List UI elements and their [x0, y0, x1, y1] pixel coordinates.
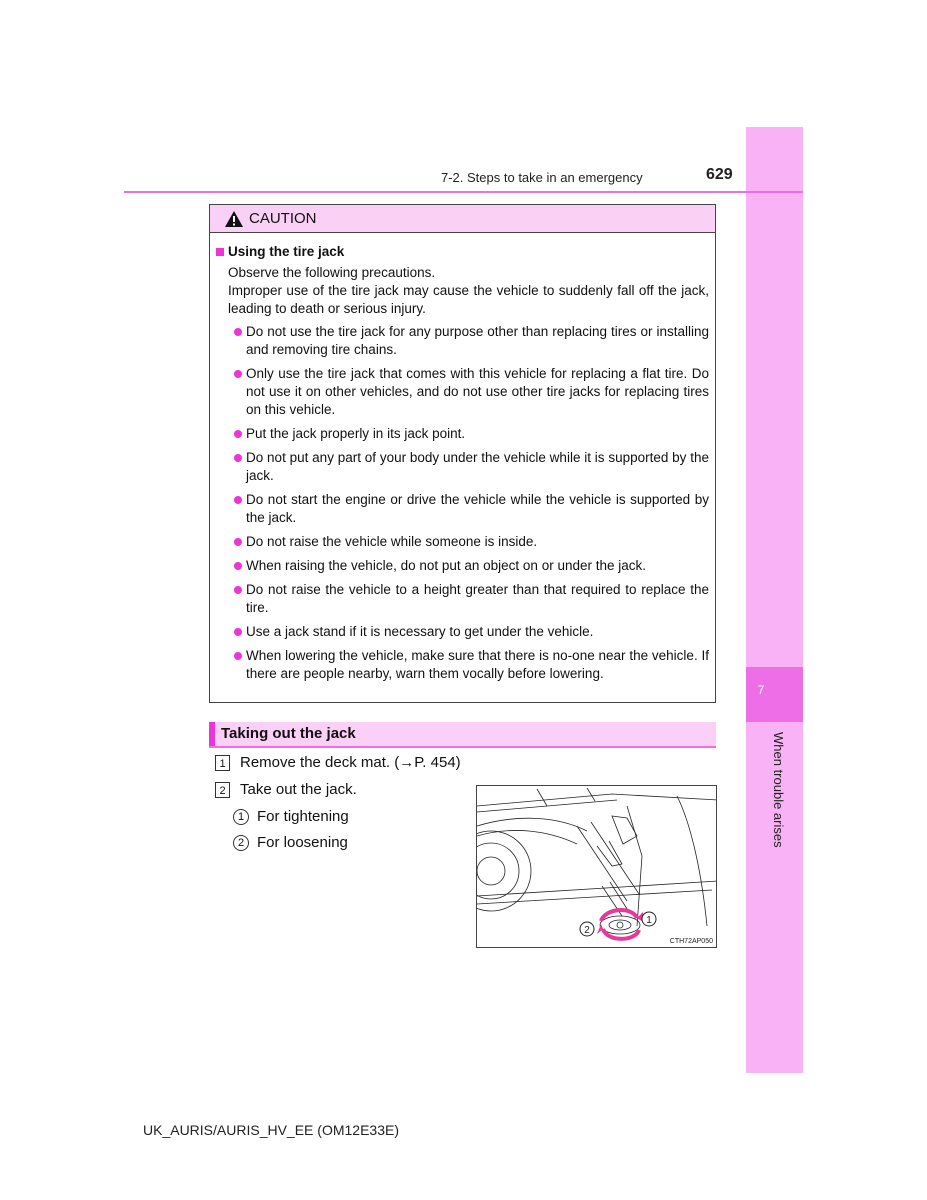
list-item: Put the jack properly in its jack point. — [233, 425, 709, 443]
sub-item-2 — [233, 834, 348, 851]
warning-triangle-icon — [224, 210, 244, 228]
callout-2: 2 — [584, 925, 590, 936]
page-number: 629 — [706, 166, 733, 183]
bullet-dot-icon — [234, 430, 242, 438]
section-title: 7-2. Steps to take in an emergency — [441, 170, 643, 185]
step-number: 2 — [215, 782, 230, 798]
caution-list — [216, 323, 709, 683]
callout-1: 1 — [646, 915, 652, 926]
step-number: 1 — [215, 755, 230, 771]
caution-subheading — [216, 243, 709, 261]
square-bullet-icon — [216, 248, 224, 256]
step-1 — [215, 754, 461, 771]
chapter-number: 7 — [757, 683, 765, 697]
caution-body — [210, 233, 715, 683]
bullet-dot-icon — [234, 538, 242, 546]
caution-intro-2: Improper use of the tire jack may cause the vehicle to suddenly fall off the jack, leading to death or serious injury. — [228, 283, 709, 316]
illustration-code: CTH72AP050 — [669, 938, 713, 945]
heading-accent-bar — [209, 722, 215, 746]
bullet-dot-icon — [234, 370, 242, 378]
list-item: Do not use the tire jack for any purpose other than replacing tires or installing and removing tire chains. — [233, 323, 709, 359]
list-item: Do not raise the vehicle to a height greater than that required to replace the tire. — [233, 581, 709, 617]
bullet-dot-icon — [234, 652, 242, 660]
sub-item-1 — [233, 808, 349, 825]
step-text: Take out the jack. — [240, 781, 357, 798]
bullet-dot-icon — [234, 496, 242, 504]
chapter-side-tab — [746, 127, 803, 1073]
step-2 — [215, 781, 357, 798]
bullet-dot-icon — [234, 454, 242, 462]
caution-intro-1: Observe the following precautions. — [228, 265, 436, 280]
bullet-dot-icon — [234, 628, 242, 636]
caution-box — [209, 204, 716, 703]
jack-illustration — [476, 785, 717, 948]
procedure-heading-text: Taking out the jack — [221, 725, 356, 742]
procedure-heading — [209, 722, 716, 748]
sub-item-text: For tightening — [257, 808, 349, 825]
bullet-dot-icon — [234, 586, 242, 594]
list-item: Do not raise the vehicle while someone is inside. — [233, 533, 709, 551]
caution-title: CAUTION — [249, 210, 317, 227]
circled-number: 1 — [233, 809, 249, 825]
list-item: Do not put any part of your body under the vehicle while it is supported by the jack. — [233, 449, 709, 485]
jack-drawing — [477, 786, 717, 948]
footer-model-code: UK_AURIS/AURIS_HV_EE (OM12E33E) — [143, 1122, 399, 1138]
list-item: Do not start the engine or drive the vehicle while the vehicle is supported by the jack. — [233, 491, 709, 527]
list-item: Use a jack stand if it is necessary to get under the vehicle. — [233, 623, 709, 641]
list-item: When lowering the vehicle, make sure that there is no-one near the vehicle. If there are people nearby, warn them vocally before lowering. — [233, 647, 709, 683]
caution-subheading-text: Using the tire jack — [228, 244, 345, 259]
chapter-title: When trouble arises — [771, 732, 786, 848]
bullet-dot-icon — [234, 562, 242, 570]
list-item: Only use the tire jack that comes with this vehicle for replacing a flat tire. Do not use it on other vehicles, and do not use other tire jacks for replacing tires on this vehicle. — [233, 365, 709, 419]
bullet-dot-icon — [234, 328, 242, 336]
list-item: When raising the vehicle, do not put an object on or under the jack. — [233, 557, 709, 575]
circled-number: 2 — [233, 835, 249, 851]
sub-item-text: For loosening — [257, 834, 348, 851]
header-divider — [124, 191, 803, 193]
caution-header — [210, 205, 715, 233]
step-text[interactable]: Remove the deck mat. (→P. 454) — [240, 754, 461, 771]
